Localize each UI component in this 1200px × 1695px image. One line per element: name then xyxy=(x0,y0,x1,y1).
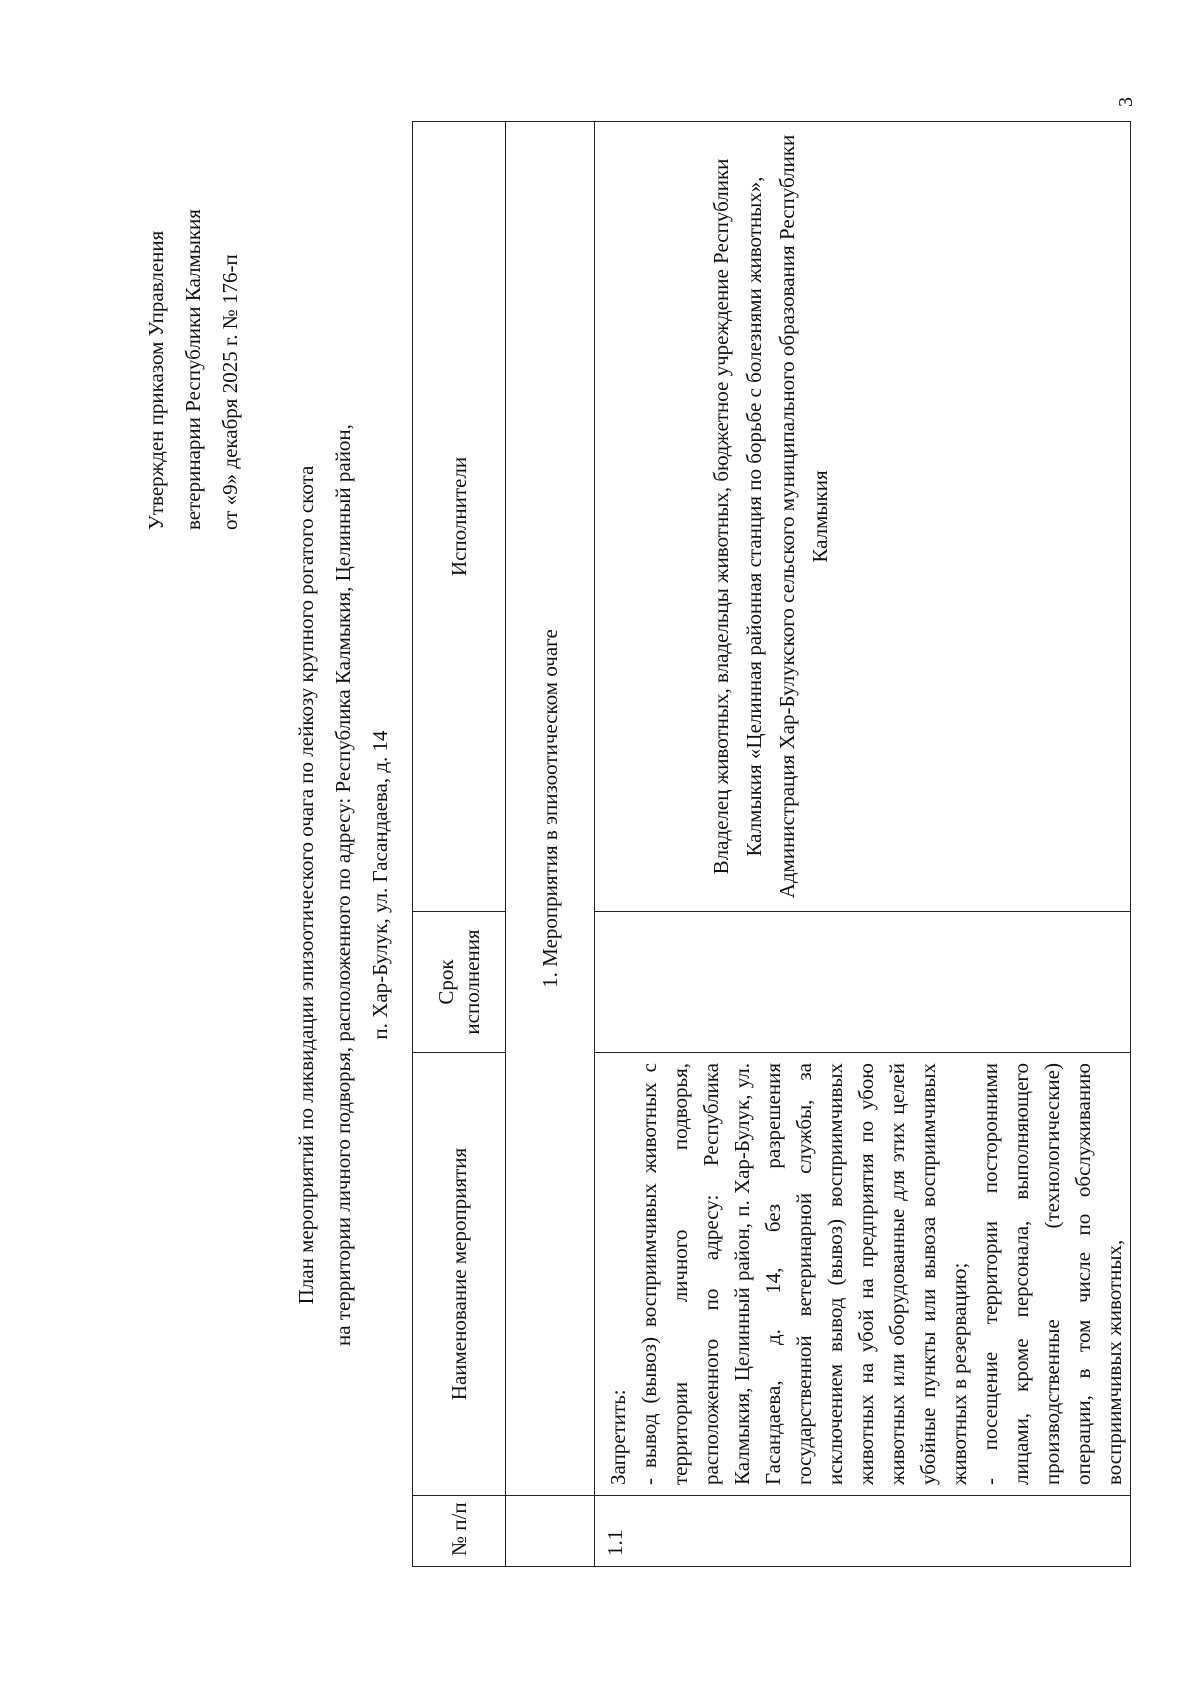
header-num: № п/п xyxy=(413,1496,506,1567)
header-deadline: Срок исполнения xyxy=(413,912,506,1053)
measure-line: Запретить: xyxy=(606,1389,630,1485)
title-line: План мероприятий по ликвидации эпизоотического очага по лейкозу крупного рогатого скота xyxy=(294,465,318,1305)
approval-line: ветеринарии Республики Калмыкия xyxy=(181,209,205,530)
row-num: 1.1 xyxy=(595,1496,1131,1567)
measure-line: - посещение территории посторонними лицами, кроме персонала, выполняющего производственные (технологические) операции, в том числе по обслуживанию восприимчивых животных, xyxy=(978,1063,1126,1485)
approval-stamp xyxy=(138,60,249,530)
section-title: 1. Мероприятия в эпизоотическом очаге xyxy=(506,122,595,1496)
table-row xyxy=(595,122,1131,1567)
measure-line: - вывод (вывоз) восприимчивых животных с территории личного подворья, расположенного по адресу: Республика Калмыкия, Целинный район, п. Хар-Булук, ул. Гасандаева, д. 14, без разрешения государственной ветеринарной службы, за исключением вывод (вывоз) восприимчивых животных на убой на предприятия по убою животных или оборудованные для этих целей убойные пункты или вывоза восприимчивых животных в резервацию; xyxy=(637,1063,971,1485)
title-line: п. Хар-Булук, ул. Гасандаева, д. 14 xyxy=(368,730,392,1040)
header-name: Наименование мероприятия xyxy=(413,1053,506,1496)
plan-table xyxy=(412,121,1131,1567)
approval-line: Утвержден приказом Управления xyxy=(144,230,168,530)
page-number: 3 xyxy=(1115,97,1137,107)
table-header-row xyxy=(413,122,506,1567)
approval-line: от «9» декабря 2025 г. № 176-п xyxy=(218,254,242,530)
row-executors: Владелец животных, владельцы животных, бюджетное учреждение Республики Калмыкия «Целинная районная станция по борьбе с болезнями животных», Администрация Хар-Булукского сельского муниципального образования Республики Калмыкия xyxy=(595,122,1131,912)
row-measure xyxy=(595,1053,1131,1496)
document-title xyxy=(288,375,399,1395)
header-executors: Исполнители xyxy=(413,122,506,912)
row-deadline xyxy=(595,912,1131,1053)
title-line: на территории личного подворья, расположенного по адресу: Республика Калмыкия, Целинный район, xyxy=(331,424,355,1346)
section-empty-cell xyxy=(506,1496,595,1567)
section-row xyxy=(506,122,595,1567)
